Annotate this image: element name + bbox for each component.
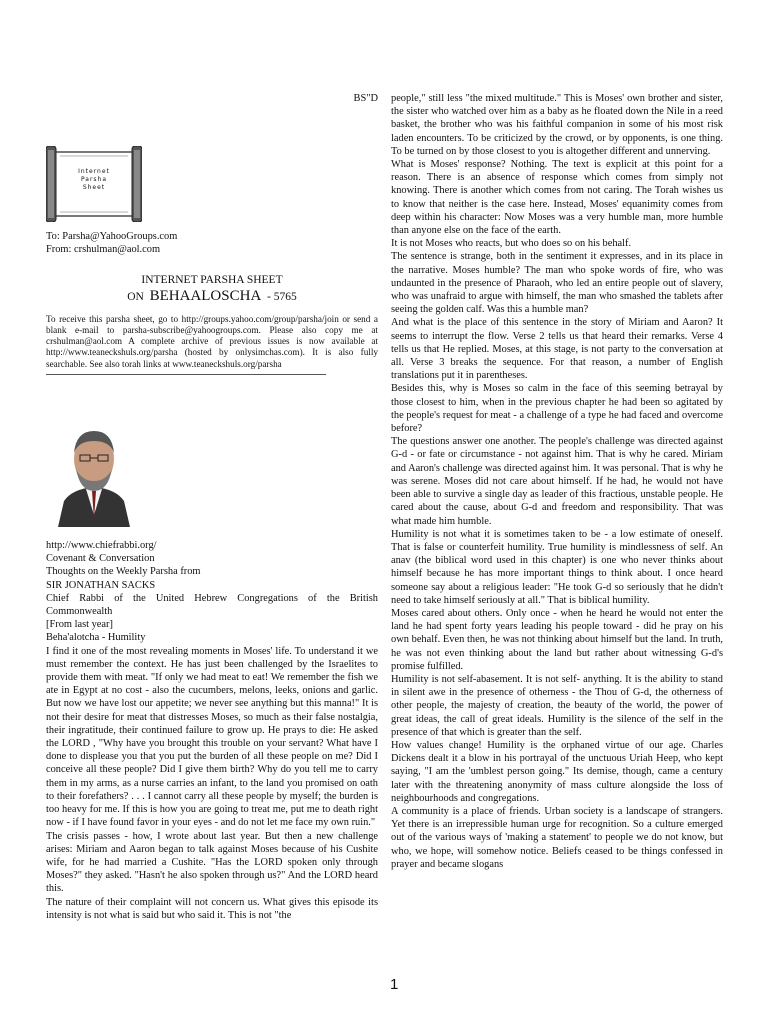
from-address: From: crshulman@aol.com (46, 244, 161, 256)
left-body (46, 645, 378, 922)
paragraph: The sentence is strange, both in the sentiment it expresses, and in its place in the narrative. Moses humble? The man who spoke words of fire, who was undaunted in the presence of Pharaoh, who led an entire people out of slavery, who was unafraid to argue with himself, the man who smashed the tablets after seeing the golden calf. Was this a humble man? (391, 251, 723, 316)
paragraph: How values change! Humility is the orphaned virtue of our age. Charles Dickens dealt it a blow in his portrayal of the unctuous Uriah Heep, who kept saying, "I am the 'umblest person going." Its demise, though, came a century later with the threatening anonymity of mass culture alongside the loss of neighbourhoods and congregations. (391, 739, 723, 804)
paragraph: Humility is not what it is sometimes taken to be - a low estimate of oneself. That is false or counterfeit humility. True humility is mindlessness of self. An anav (the biblical word used in this chapter) is one who never thinks about himself because he has more important things to think about. I once heard someone say about a religious leader: "He took G-d so seriously that he didn't need to take himself seriously at all." That is biblical humility. (391, 528, 723, 606)
author-photo (50, 419, 138, 527)
paragraph: And what is the place of this sentence in the story of Miriam and Aaron? It seems to interrupt the flow. Verse 2 tells us that heard their remarks. Verse 4 tells us that He replied. Moses, at this stage, is not party to the conversation at all. Verse 3 breaks the sequence. For that reason, a number of English translations put it in parentheses. (391, 317, 723, 382)
credit-line: Thoughts on the Weekly Parsha from (46, 566, 201, 578)
paragraph: A community is a place of friends. Urban society is a landscape of strangers. Yet there is an irrepressible human urge for recognition. So a culture emerged out of the various ways of 'making a statement' to people we do not know, but who, we hope, will somehow notice. Beliefs ceased to be things confessed in prayer and became slogans (391, 805, 723, 870)
left-column (46, 92, 378, 922)
paragraph: Besides this, why is Moses so calm in the face of this seeming betrayal by those closest to him, when in the previous chapter he had been so agitated by the people's request for meat - a challenge of a type he had faced and overcome before? (391, 383, 723, 435)
credit-line: SIR JONATHAN SACKS (46, 579, 156, 591)
paragraph: The questions answer one another. The people's challenge was directed against G-d - or fate or circumstance - not against him. That is why he cared. Miriam and Aaron's challenge was directed against him. It was personal. That is why he was serene. Moses did not care about himself. If he had, he would not have been able to survive a single day as leader of this fractious, unstable people. He cared about the cause, about G-d and freedom and responsibility. That was what made him humble. (391, 436, 723, 527)
right-column (391, 92, 723, 871)
credit-line: Beha'alotcha - Humility (46, 632, 146, 644)
credit-line: Chief Rabbi of the United Hebrew Congregations of the British Commonwealth (46, 592, 378, 618)
paragraph: people," still less "the mixed multitude." This is Moses' own brother and sister, the sister who watched over him as a baby as he floated down the Nile in a reed basket, the brother who was his faithful companion in some of his most risk laden encounters. To be criticized by the crowd, or by opponents, is one thing. To be turned on by those closest to you is altogether different and unnerving. (391, 93, 723, 157)
divider (46, 374, 326, 375)
subscribe-info: To receive this parsha sheet, go to http://groups.yahoo.com/group/parsha/join or send a blank e-mail to parsha-subscribe@yahoogroups.com. Please also copy me at crshulman@aol.com A complete archive of previous issues is now available at http://www.teaneckshuls.org/parsha (hosted by onlysimchas.com). It is also fully searchable. See also torah links at www.teaneckshuls.org/parsha (46, 313, 378, 369)
credit-line: [From last year] (46, 619, 113, 631)
year: - 5765 (267, 290, 297, 303)
address-block (46, 230, 378, 256)
paragraph: The crisis passes - how, I wrote about last year. But then a new challenge arises: Miriam and Aaron began to talk against Moses because of his Cushite wife, for he had married a Cushite. "Has the LORD spoken only through Moses?" they asked. "Hasn't he also spoken through us?" And the LORD heard this. (46, 830, 378, 895)
title-line: INTERNET PARSHA SHEET (141, 274, 283, 287)
paragraph: It is not Moses who reacts, but who does so on his behalf. (391, 238, 632, 250)
sheet-title (46, 274, 378, 303)
parsha-name: BEHAALOSCHA (149, 287, 262, 304)
paragraph: What is Moses' response? Nothing. The text is explicit at this point for a reason. There is an absence of response which comes from simply not knowing. There is another which comes from not caring. The Torah wishes us to know that neither is the case here. Instead, Moses' equanimity comes from deep within his character: Now Moses was a very humble man, more humble than anyone else on the face of the earth. (391, 159, 723, 237)
page-number: 1 (390, 976, 399, 993)
credits-block (46, 539, 378, 645)
credit-line: Covenant & Conversation (46, 553, 155, 565)
scroll-logo (46, 146, 142, 222)
paragraph: Humility is not self-abasement. It is not self- anything. It is the ability to stand in silent awe in the presence of otherness - the Thou of G-d, the otherness of other people, the majesty of creation, the beauty of the world, the power of great ideas, the call of great ideals. Humility is the silence of the self in the presence of that which is greater than the self. (391, 673, 723, 738)
logo-text (66, 168, 122, 192)
title-prefix: ON (127, 290, 144, 303)
paragraph: The nature of their complaint will not concern us. What gives this episode its intensity is not what is said but who said it. This is not "the (46, 896, 378, 921)
paragraph: Moses cared about others. Only once - when he heard he would not enter the land he had spent forty years leading his people toward - did he pray on his own behalf. Even then, he was not thinking about himself but the land. In truth, he was not even thinking about the land but rather about witnessing G-d's promise fulfilled. (391, 607, 723, 672)
logo-line: Sheet (82, 184, 106, 191)
paragraph: I find it one of the most revealing moments in Moses' life. To understand it we must remember the context. He has just been challenged by the Israelites to provide them with meat. "If only we had meat to eat! We remember the fish we ate in Egypt at no cost - also the cucumbers, melons, leeks, onions and garlic. But now we have lost our appetite; we never see anything but this manna!" It is not their desire for meat that distresses Moses, so much as their false nostalgia, their ingratitude, their continued failure to grow up. He prays to die: He asked the LORD , "Why have you brought this trouble on your servant? What have I done to displease you that you put the burden of all these people on me? Did I conceive all these people? Did I give them birth? Why do you tell me to carry them in my arms, as a nurse carries an infant, to the land you promised on oath to their forefathers? . . . I cannot carry all these people by myself; the burden is too heavy for me. If this is how you are going to treat me, put me to death right now - if I have found favor in your eyes - and do not let me face my own ruin." (46, 645, 378, 829)
bsd-header: BS"D (353, 93, 378, 104)
to-address: To: Parsha@YahooGroups.com (46, 231, 178, 242)
credit-line: http://www.chiefrabbi.org/ (46, 540, 157, 552)
logo-line: Internet (78, 168, 110, 175)
logo-line: Parsha (80, 176, 108, 183)
